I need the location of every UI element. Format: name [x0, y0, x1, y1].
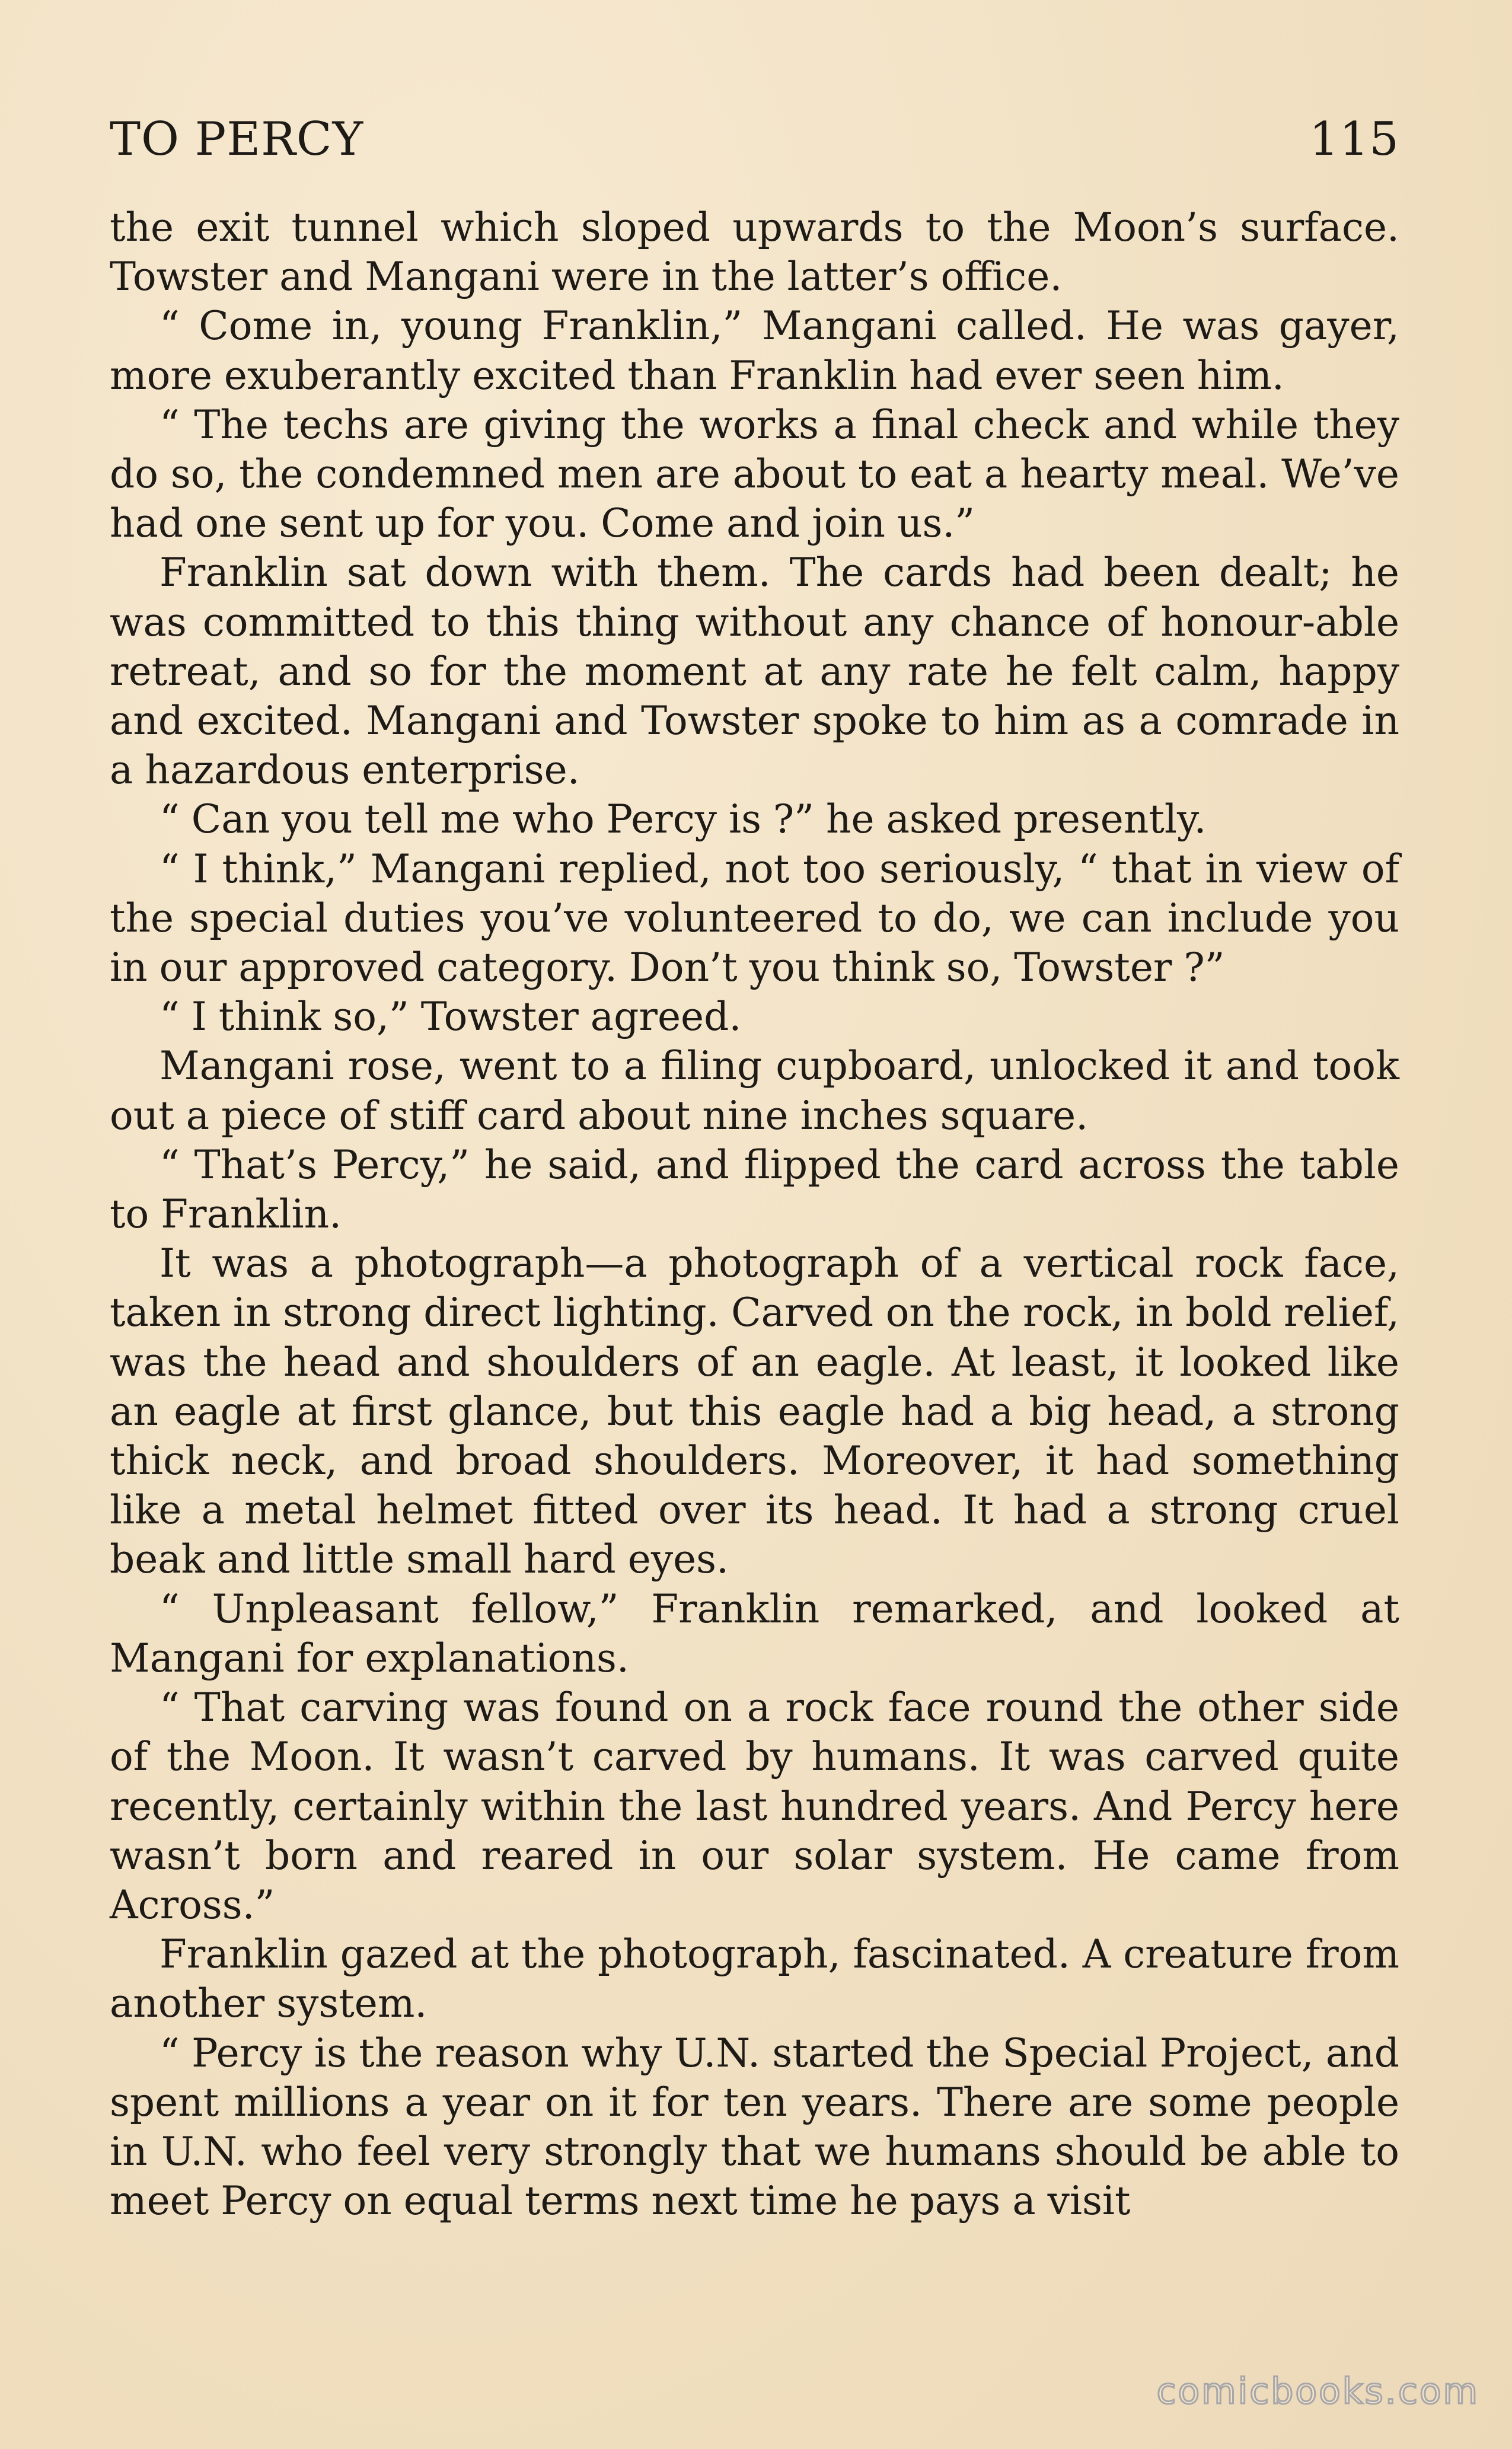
page-number: 115	[1309, 113, 1399, 166]
paragraph: “ Can you tell me who Percy is ?” he asked presently.	[160, 796, 1207, 843]
running-head	[110, 107, 1399, 172]
paragraph: It was a photograph—a photograph of a vertical rock face, taken in strong direct lighting. Carved on the rock, in bold relief, was the head and shoulders of an eagle. At least, it looked like an eagle at first glance, but this eagle had a big head, a strong thick neck, and broad shoulders. Moreover, it had something like a metal helmet fitted over its head. It had a strong cruel beak and little small hard eyes.	[110, 1241, 1399, 1583]
paragraph: Franklin sat down with them. The cards had been dealt; he was committed to this thing without any chance of honour-able retreat, and so for the moment at any rate he felt calm, happy and excited. Mangani and Towster spoke to him as a comrade in a hazardous enterprise.	[110, 550, 1399, 793]
paragraph: Mangani rose, went to a filing cupboard, unlocked it and took out a piece of stiff card about nine inches square.	[110, 1043, 1399, 1139]
paragraph: “ I think,” Mangani replied, not too seriously, “ that in view of the special duties you’ve volunteered to do, we can include you in our approved category. Don’t you think so, Towster ?”	[110, 846, 1399, 991]
watermark: comicbooks.com	[1156, 2371, 1479, 2412]
paragraph: “ That’s Percy,” he said, and flipped the card across the table to Franklin.	[110, 1141, 1399, 1238]
running-title: TO PERCY	[110, 113, 364, 166]
paragraph: “ Come in, young Franklin,” Mangani called. He was gayer, more exuberantly excited than Franklin had ever seen him.	[110, 303, 1399, 398]
paragraph: “ That carving was found on a rock face round the other side of the Moon. It wasn’t carved by humans. It was carved quite recently, certainly within the last hundred years. And Percy here wasn’t born and reared in our solar system. He came from Across.”	[110, 1685, 1399, 1928]
paragraph: Franklin gazed at the photograph, fascinated. A creature from another system.	[110, 1931, 1399, 2027]
paragraph: “ Percy is the reason why U.N. started the Special Project, and spent millions a year on it for ten years. There are some people in U.N. who feel very strongly that we humans should be able to meet Percy on equal terms next time he pays a visit	[110, 2030, 1399, 2224]
body-text	[110, 203, 1399, 2225]
paragraph: the exit tunnel which sloped upwards to the Moon’s surface. Towster and Mangani were in the latter’s office.	[110, 205, 1399, 300]
book-page	[110, 107, 1399, 2360]
paragraph: “ Unpleasant fellow,” Franklin remarked, and looked at Mangani for explanations.	[110, 1586, 1399, 1681]
paragraph: “ The techs are giving the works a final check and while they do so, the condemned men are about to eat a hearty meal. We’ve had one sent up for you. Come and join us.”	[110, 401, 1399, 547]
paragraph: “ I think so,” Towster agreed.	[160, 994, 742, 1040]
